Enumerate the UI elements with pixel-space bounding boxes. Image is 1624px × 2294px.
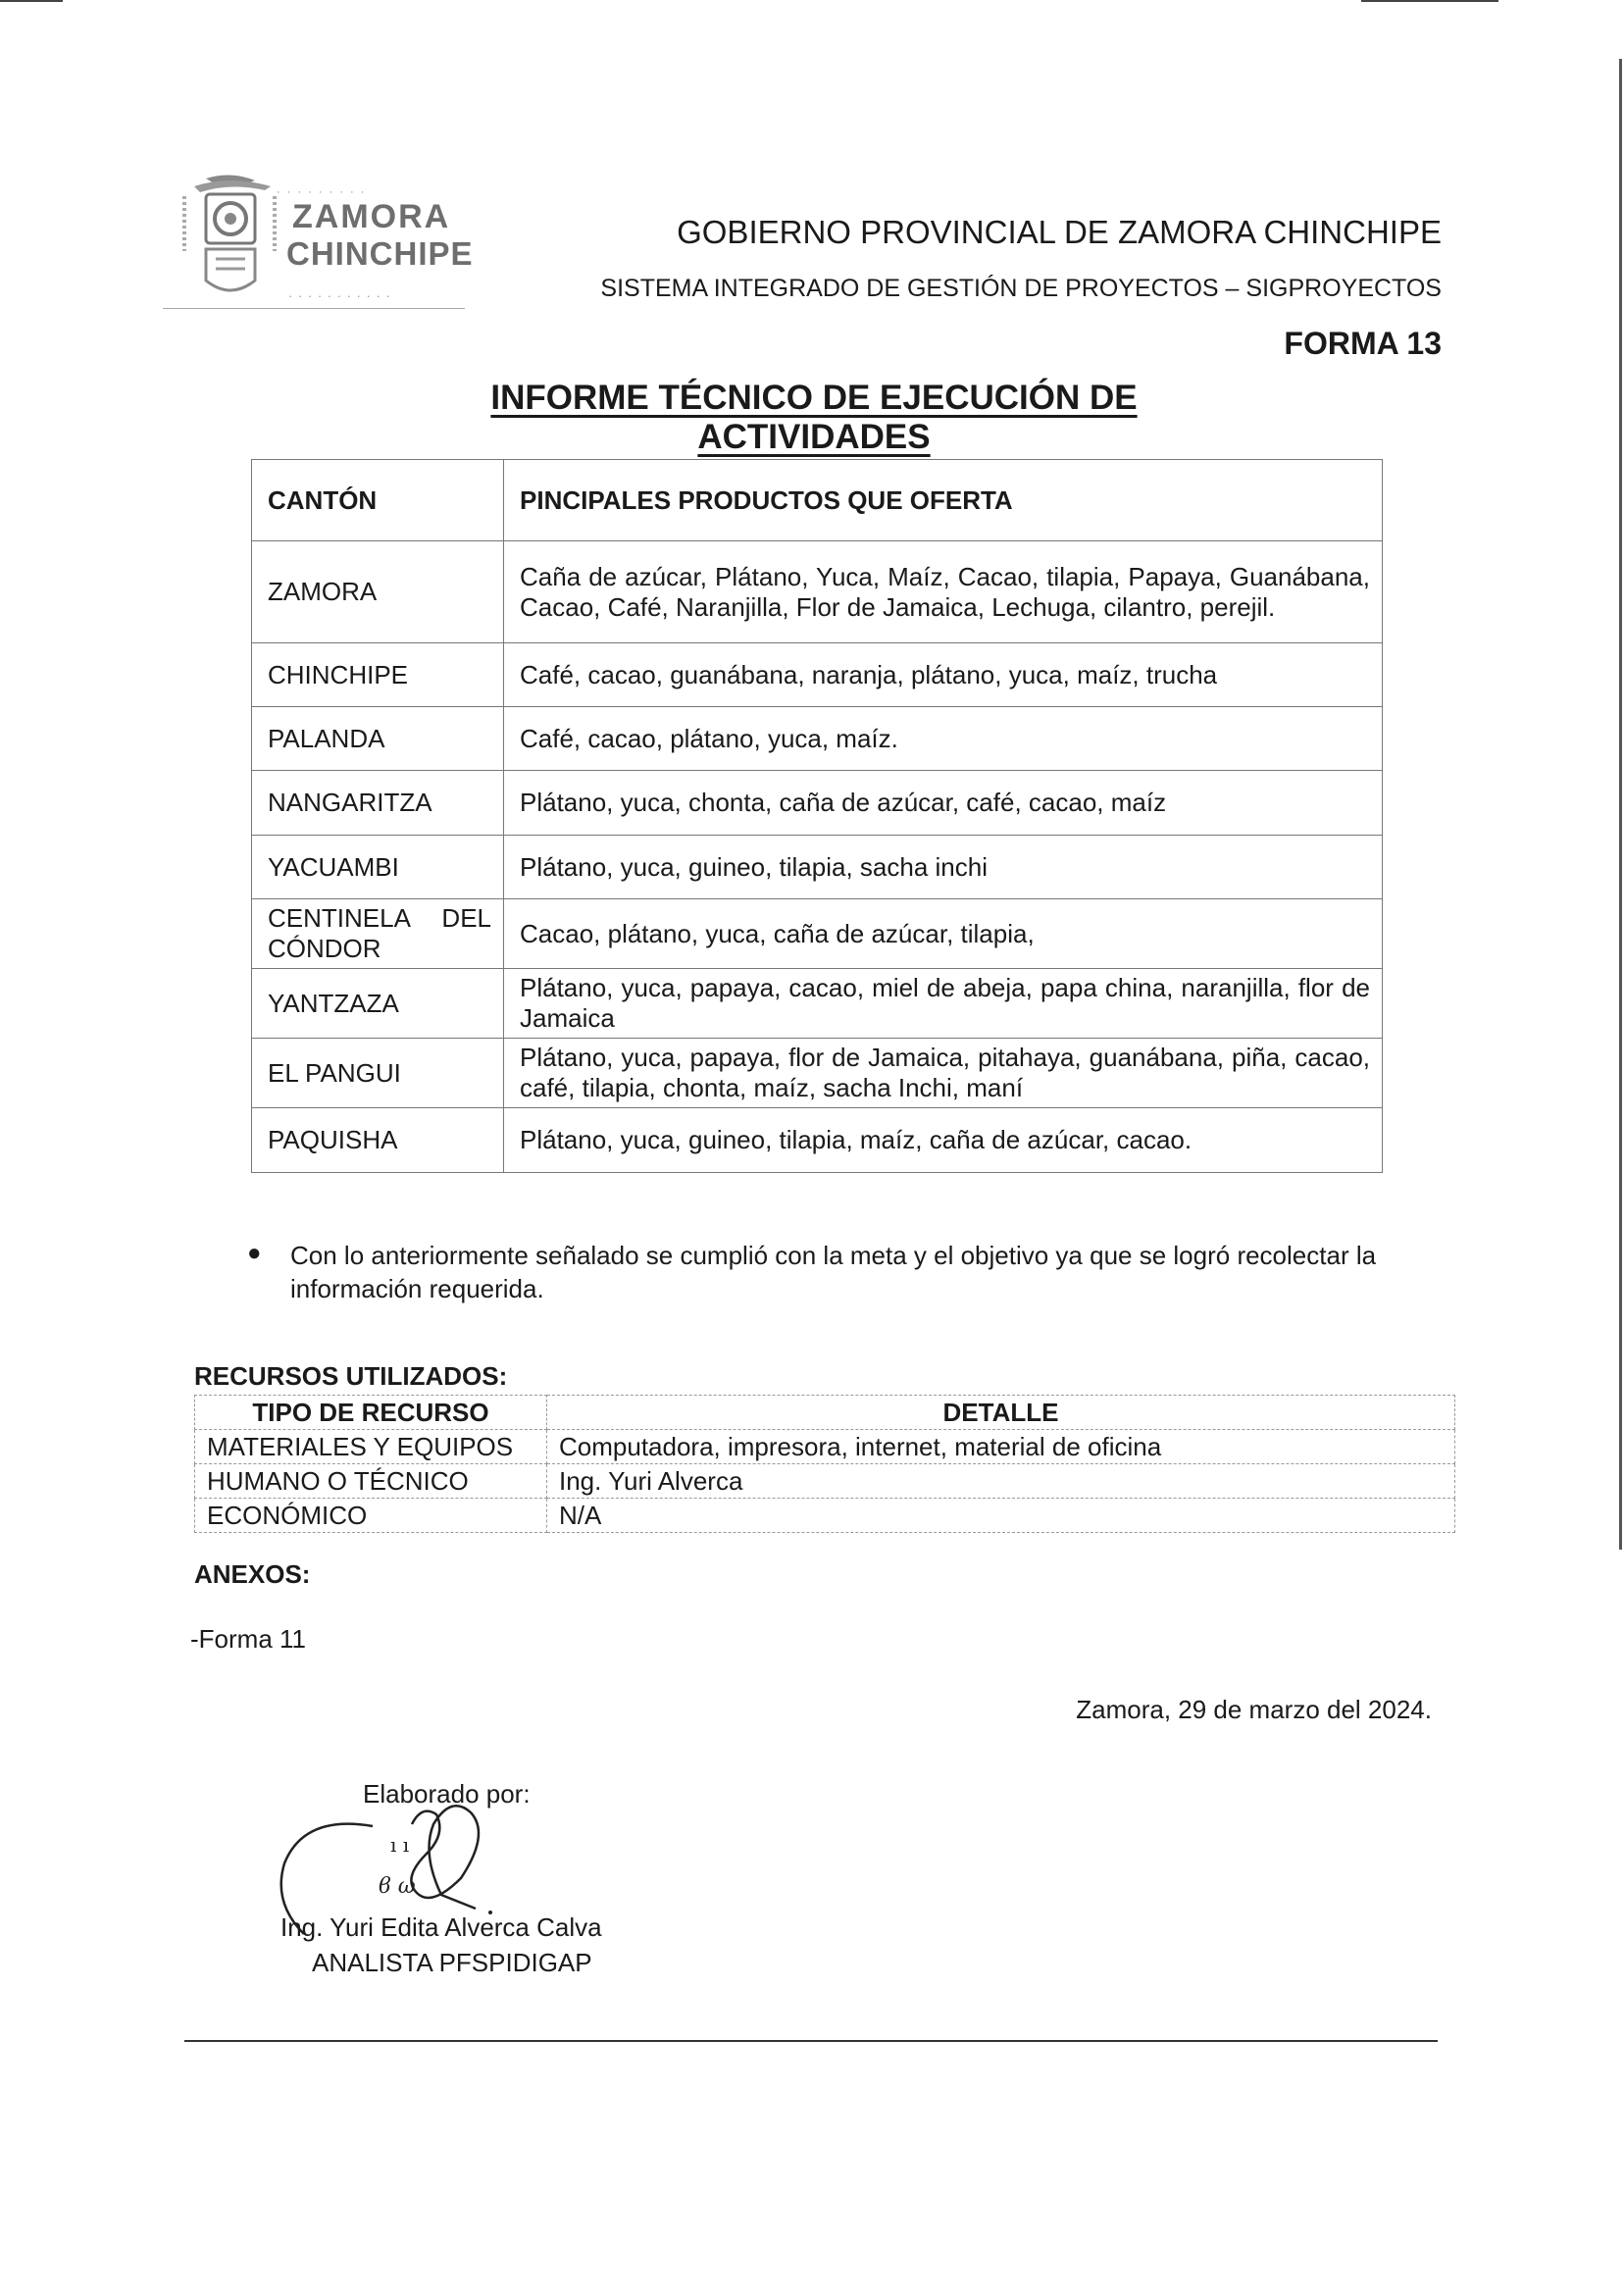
header-resource-type: TIPO DE RECURSO — [195, 1396, 547, 1430]
resource-type-cell: ECONÓMICO — [195, 1499, 547, 1533]
canton-cell: ZAMORA — [252, 541, 504, 643]
bullet-icon: ● — [247, 1240, 262, 1266]
resource-detail-cell: Computadora, impresora, internet, material de oficina — [547, 1430, 1455, 1464]
logo-caption: · · · · · · · · · — [277, 186, 367, 198]
canton-cell: PAQUISHA — [252, 1108, 504, 1173]
products-cell: Caña de azúcar, Plátano, Yuca, Maíz, Cacao, tilapia, Papaya, Guanábana, Cacao, Café, Naranjilla, Flor de Jamaica, Lechuga, cilantro, perejil. — [504, 541, 1383, 643]
resource-type-cell: MATERIALES Y EQUIPOS — [195, 1430, 547, 1464]
canton-cell: YANTZAZA — [252, 969, 504, 1039]
table-header-row — [252, 460, 1383, 541]
table-row — [252, 541, 1383, 643]
products-cell: Café, cacao, plátano, yuca, maíz. — [504, 707, 1383, 771]
table-row — [195, 1464, 1455, 1499]
date-line: Zamora, 29 de marzo del 2024. — [1076, 1695, 1432, 1724]
svg-text:ı ı: ı ı — [390, 1833, 410, 1857]
document-title: INFORME TÉCNICO DE EJECUCIÓN DE ACTIVIDADES — [490, 379, 1138, 456]
table-row — [195, 1499, 1455, 1533]
canton-cell: CHINCHIPE — [252, 643, 504, 707]
table-header-row — [195, 1396, 1455, 1430]
logo-name-line1: ZAMORA — [292, 198, 451, 235]
canton-cell: PALANDA — [252, 707, 504, 771]
logo-divider — [163, 308, 465, 309]
header-products: PINCIPALES PRODUCTOS QUE OFERTA — [504, 460, 1383, 541]
system-name: SISTEMA INTEGRADO DE GESTIÓN DE PROYECTOS – SIGPROYECTOS — [600, 275, 1442, 302]
annexes-title: ANEXOS: — [194, 1559, 311, 1589]
products-cell: Plátano, yuca, guineo, tilapia, sacha inchi — [504, 836, 1383, 899]
canton-cell: CENTINELA DEL CÓNDOR — [252, 899, 504, 969]
products-cell: Café, cacao, guanábana, naranja, plátano, yuca, maíz, trucha — [504, 643, 1383, 707]
products-cell: Cacao, plátano, yuca, caña de azúcar, tilapia, — [504, 899, 1383, 969]
prepared-by-label: Elaborado por: — [363, 1779, 531, 1809]
table-row — [252, 707, 1383, 771]
products-cell: Plátano, yuca, papaya, cacao, miel de abeja, papa china, naranjilla, flor de Jamaica — [504, 969, 1383, 1039]
prefecture-logo — [163, 173, 474, 310]
canton-cell: NANGARITZA — [252, 771, 504, 836]
table-row — [252, 899, 1383, 969]
resources-title: RECURSOS UTILIZADOS: — [194, 1361, 508, 1391]
products-cell: Plátano, yuca, chonta, caña de azúcar, café, cacao, maíz — [504, 771, 1383, 836]
annex-item: -Forma 11 — [190, 1624, 306, 1654]
products-cell: Plátano, yuca, papaya, flor de Jamaica, pitahaya, guanábana, piña, cacao, café, tilapia, chonta, maíz, sacha Inchi, maní — [504, 1039, 1383, 1108]
table-row — [252, 643, 1383, 707]
form-number: FORMA 13 — [1284, 326, 1442, 361]
logo-slogan: · · · · · · · · · · · — [288, 288, 391, 303]
products-cell: Plátano, yuca, guineo, tilapia, maíz, caña de azúcar, cacao. — [504, 1108, 1383, 1173]
logo-name-line2: CHINCHIPE — [286, 235, 474, 272]
footer-divider — [184, 2040, 1438, 2042]
products-table — [251, 459, 1383, 1173]
header-canton: CANTÓN — [252, 460, 504, 541]
coat-of-arms-icon — [177, 173, 284, 306]
header-detail: DETALLE — [547, 1396, 1455, 1430]
table-row — [252, 969, 1383, 1039]
top-edge-line — [0, 0, 63, 2]
conclusion-text: Con lo anteriormente señalado se cumplió con la meta y el objetivo ya que se logró recolectar la información requerida. — [290, 1241, 1377, 1303]
scan-edge — [1619, 59, 1622, 1550]
resources-table — [194, 1395, 1455, 1533]
canton-cell: YACUAMBI — [252, 836, 504, 899]
resource-detail-cell: Ing. Yuri Alverca — [547, 1464, 1455, 1499]
resource-type-cell: HUMANO O TÉCNICO — [195, 1464, 547, 1499]
svg-text:ϐ ω: ϐ ω — [379, 1874, 416, 1899]
table-row — [252, 1039, 1383, 1108]
signer-role: ANALISTA PFSPIDIGAP — [312, 1948, 592, 1977]
organization-name: GOBIERNO PROVINCIAL DE ZAMORA CHINCHIPE — [677, 214, 1442, 250]
signer-name: Ing. Yuri Edita Alverca Calva — [280, 1912, 602, 1942]
table-row — [195, 1430, 1455, 1464]
table-row — [252, 771, 1383, 836]
top-edge-line — [1361, 0, 1498, 2]
table-row — [252, 1108, 1383, 1173]
resource-detail-cell: N/A — [547, 1499, 1455, 1533]
canton-cell: EL PANGUI — [252, 1039, 504, 1108]
table-row — [252, 836, 1383, 899]
